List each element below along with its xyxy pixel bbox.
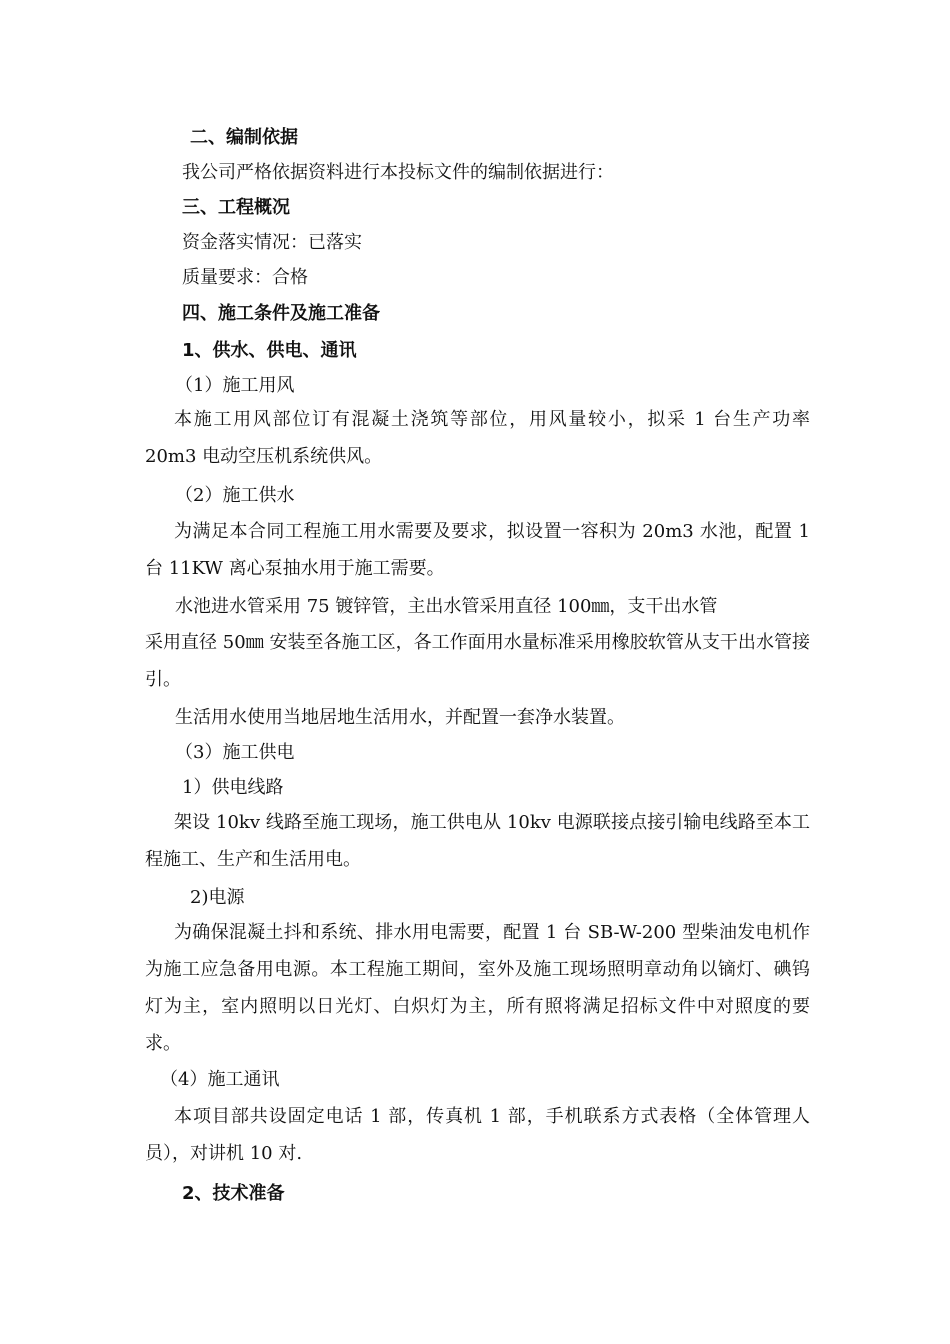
quality-text: 质量要求：合格 <box>182 267 308 288</box>
subheading-power-line: 1）供电线路 <box>182 777 284 798</box>
subheading-power: （3）施工供电 <box>175 742 295 763</box>
heading-tech: 2、技术准备 <box>182 1183 285 1204</box>
heading-conditions: 四、施工条件及施工准备 <box>182 303 380 324</box>
subheading-power-source: 2)电源 <box>190 887 245 908</box>
heading-basis: 二、编制依据 <box>190 127 298 148</box>
paragraph-water-2-first-line: 水池进水管采用 75 镀锌管，主出水管采用直径 100㎜，支干出水管 <box>175 596 718 617</box>
paragraph-air: 本施工用风部位订有混凝土浇筑等部位，用风量较小，拟采 1 台生产功率 20m3 电动空压机系统供风。 <box>145 409 810 467</box>
heading-supply: 1、供水、供电、通讯 <box>182 340 357 361</box>
subheading-comm: （4）施工通讯 <box>160 1069 280 1090</box>
subheading-water: （2）施工供水 <box>175 485 295 506</box>
paragraph-water-2-rest: 采用直径 50㎜ 安装至各施工区，各工作面用水量标准采用橡胶软管从支干出水管接引。 <box>145 632 810 690</box>
basis-text: 我公司严格依据资料进行本投标文件的编制依据进行： <box>182 162 614 183</box>
heading-overview: 三、工程概况 <box>182 197 290 218</box>
paragraph-water-1: 为满足本合同工程施工用水需要及要求，拟设置一容积为 20m3 水池，配置 1 台 11KW 离心泵抽水用于施工需要。 <box>145 521 810 579</box>
paragraph-power-source: 为确保混凝土抖和系统、排水用电需要，配置 1 台 SB-W-200 型柴油发电机作为施工应急备用电源。本工程施工期间，室外及施工现场照明章动角以镝灯、碘钨灯为主，室内照明以日光灯、白炽灯为主，所有照将满足招标文件中对照度的要求。 <box>145 922 810 1054</box>
subheading-air: （1）施工用风 <box>175 375 295 396</box>
paragraph-comm: 本项目部共设固定电话 1 部，传真机 1 部，手机联系方式表格（全体管理人员），对讲机 10 对. <box>145 1106 810 1164</box>
paragraph-water-3: 生活用水使用当地居地生活用水，并配置一套净水装置。 <box>175 707 625 728</box>
paragraph-power-line: 架设 10kv 线路至施工现场，施工供电从 10kv 电源联接点接引输电线路至本工程施工、生产和生活用电。 <box>145 812 810 870</box>
funding-text: 资金落实情况：已落实 <box>182 232 362 253</box>
